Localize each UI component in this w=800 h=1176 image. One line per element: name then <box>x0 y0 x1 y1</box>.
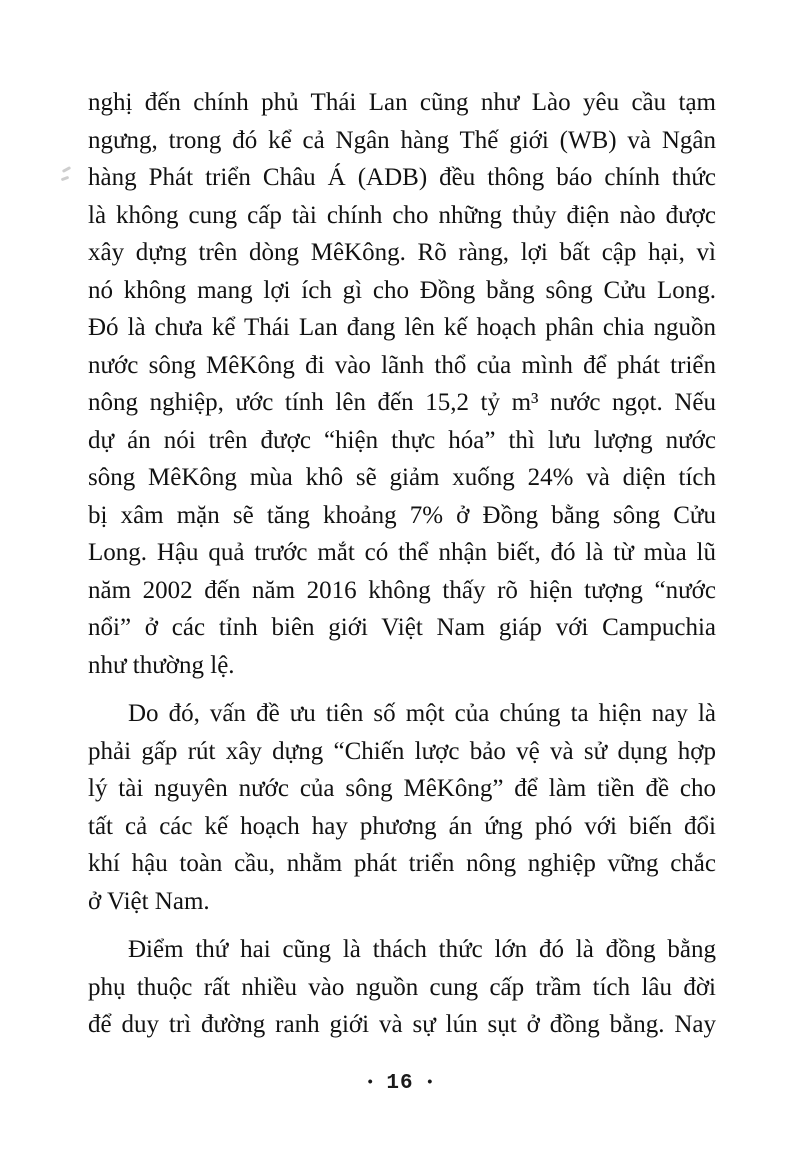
text-line: nổi” ở các tỉnh biên giới Việt Nam giáp với Campuchia <box>88 614 716 641</box>
scan-artifact-stroke <box>61 176 70 182</box>
text-line: dự án nói trên được “hiện thực hóa” thì lưu lượng nước <box>88 426 716 454</box>
text-line: hàng Phát triển Châu Á (ADB) đều thông báo chính thức <box>88 164 716 191</box>
text-line: sông MêKông mùa khô sẽ giảm xuống 24% và diện tích <box>88 464 716 491</box>
text-line: Do đó, vấn đề ưu tiên số một của chúng ta hiện nay là <box>128 700 716 727</box>
text-line: phải gấp rút xây dựng “Chiến lược bảo vệ và sử dụng hợp <box>88 737 716 765</box>
text-line: Long. Hậu quả trước mắt có thể nhận biết, đó là từ mùa lũ <box>88 539 716 566</box>
text-line: lý tài nguyên nước của sông MêKông” để làm tiền đề cho <box>88 775 716 802</box>
page-footer <box>0 1072 800 1095</box>
text-line: Điểm thứ hai cũng là thách thức lớn đó là đồng bằng <box>128 936 716 963</box>
footer-bullet-right: • <box>425 1075 435 1091</box>
text-line: bị xâm mặn sẽ tăng khoảng 7% ở Đồng bằng sông Cửu <box>88 501 716 529</box>
page-text-block <box>88 84 716 1044</box>
scan-artifact-stroke <box>62 166 71 173</box>
text-line: khí hậu toàn cầu, nhằm phát triển nông nghiệp vững chắc <box>88 850 716 877</box>
text-line: tất cả các kế hoạch hay phương án ứng phó với biến đổi <box>88 812 716 840</box>
text-line: nước sông MêKông đi vào lãnh thổ của mình để phát triển <box>88 351 716 379</box>
paragraph-1 <box>88 84 716 684</box>
text-line: phụ thuộc rất nhiều vào nguồn cung cấp trầm tích lâu đời <box>88 973 716 1001</box>
text-line: nó không mang lợi ích gì cho Đồng bằng sông Cửu Long. <box>88 276 716 304</box>
text-line: ngưng, trong đó kể cả Ngân hàng Thế giới (WB) và Ngân <box>88 126 716 154</box>
page-number: 16 <box>386 1072 414 1095</box>
text-line: Đó là chưa kể Thái Lan đang lên kế hoạch phân chia nguồn <box>88 314 716 341</box>
footer-bullet-left: • <box>365 1075 375 1091</box>
text-line: nông nghiệp, ước tính lên đến 15,2 tỷ m³ nước ngọt. Nếu <box>88 389 716 416</box>
paragraph-3 <box>88 931 716 1044</box>
text-line: ở Việt Nam. <box>88 887 210 915</box>
text-line: nghị đến chính phủ Thái Lan cũng như Lào yêu cầu tạm <box>88 89 716 116</box>
text-line: năm 2002 đến năm 2016 không thấy rõ hiện tượng “nước <box>88 576 716 604</box>
paragraph-2 <box>88 695 716 920</box>
text-line: để duy trì đường ranh giới và sự lún sụt ở đồng bằng. Nay <box>88 1011 716 1038</box>
text-line: như thường lệ. <box>88 651 235 679</box>
text-line: xây dựng trên dòng MêKông. Rõ ràng, lợi bất cập hại, vì <box>88 239 716 266</box>
text-line: là không cung cấp tài chính cho những thủy điện nào được <box>88 201 716 229</box>
scan-artifact <box>60 166 74 186</box>
